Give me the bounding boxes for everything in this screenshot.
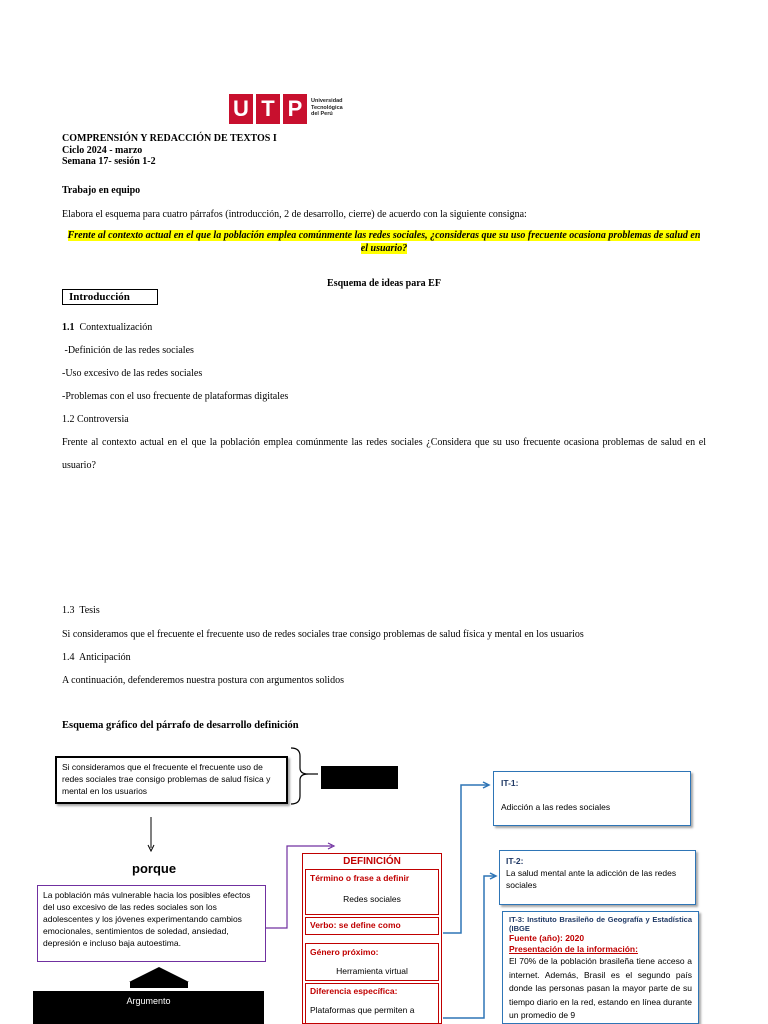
logo-letter-p: P (283, 94, 307, 124)
porque-label: porque (132, 861, 177, 876)
diff-box: Diferencia específica: Plataformas que permiten a (305, 983, 439, 1024)
logo-letter-u: U (229, 94, 253, 124)
verb-box: Verbo: se define como (305, 917, 439, 935)
redacted-box (321, 766, 398, 789)
outline-title: Esquema de ideas para EF (327, 278, 441, 289)
section-1-3: 1.3 Tesis (62, 605, 100, 616)
argumento-bar: Argumento (33, 991, 264, 1024)
course-week: Semana 17- sesión 1-2 (62, 156, 156, 167)
s11-item: -Uso excesivo de las redes sociales (62, 368, 203, 379)
s12-text-line1: Frente al contexto actual en el que la población emplea comúnmente las redes sociales ¿Considera que su uso frecuente ocasiona problemas de salud en el (62, 437, 706, 448)
s11-item: -Problemas con el uso frecuente de plataformas digitales (62, 391, 289, 402)
thesis-box: Si consideramos que el frecuente el frecuente uso de redes sociales trae consigo problemas de salud física y mental en los usuarios (55, 756, 288, 804)
assignment-prompt: Frente al contexto actual en el que la población emplea comúnmente las redes sociales, ¿consideras que su uso frecuente ocasiona problemas de salud en el usuario? (67, 230, 701, 254)
diagram-title: Esquema gráfico del párrafo de desarrollo definición (62, 720, 299, 731)
s13-text: Si consideramos que el frecuente el frecuente uso de redes sociales trae consigo problemas de salud física y mental en los usuarios (62, 629, 584, 640)
genus-box: Género próximo: Herramienta virtual (305, 943, 439, 981)
assignment-title: Trabajo en equipo (62, 185, 141, 196)
section-1-4: 1.4 Anticipación (62, 652, 131, 663)
s14-text: A continuación, defenderemos nuestra postura con argumentos solidos (62, 675, 344, 686)
assignment-instruction: Elabora el esquema para cuatro párrafos (introducción, 2 de desarrollo, cierre) de acuerdo con la siguiente consigna: (62, 209, 527, 220)
course-cycle: Ciclo 2024 - marzo (62, 144, 143, 156)
it1-box: IT-1: Adicción a las redes sociales (493, 771, 691, 826)
term-box: Término o frase a definir Redes sociales (305, 869, 439, 915)
intro-label-box: Introducción (62, 289, 158, 305)
section-1-2: 1.2 Controversia (62, 414, 129, 425)
definicion-title: DEFINICIÓN (343, 856, 401, 867)
it2-box: IT-2: La salud mental ante la adicción de las redes sociales (499, 850, 696, 905)
course-title: COMPRENSIÓN Y REDACCIÓN DE TEXTOS I (62, 133, 277, 144)
logo-subtitle: Universidad Tecnológica del Perú (311, 98, 343, 117)
reason-box: La población más vulnerable hacia los posibles efectos del uso excesivo de las redes sociales son los adolescentes y los jóvenes experimentando cambios emocionales, sentimientos de soledad, ansiedad, depresión e incluso baja autoestima. (37, 885, 266, 962)
it3-box: IT-3: Instituto Brasileño de Geografía y Estadística (IBGE Fuente (año): 2020 Presentación de la información: El 70% de la población brasileña tiene acceso a internet. Además, Brasil es el segundo país donde las personas pasan la mayor parte de su tiempo diario en la red, estando en línea durante un promedio de 9 (502, 911, 699, 1024)
s12-text-line2: usuario? (62, 460, 96, 471)
s11-item: -Definición de las redes sociales (62, 345, 194, 356)
logo-letter-t: T (256, 94, 280, 124)
section-1-1: 1.1 Contextualización (62, 322, 153, 333)
